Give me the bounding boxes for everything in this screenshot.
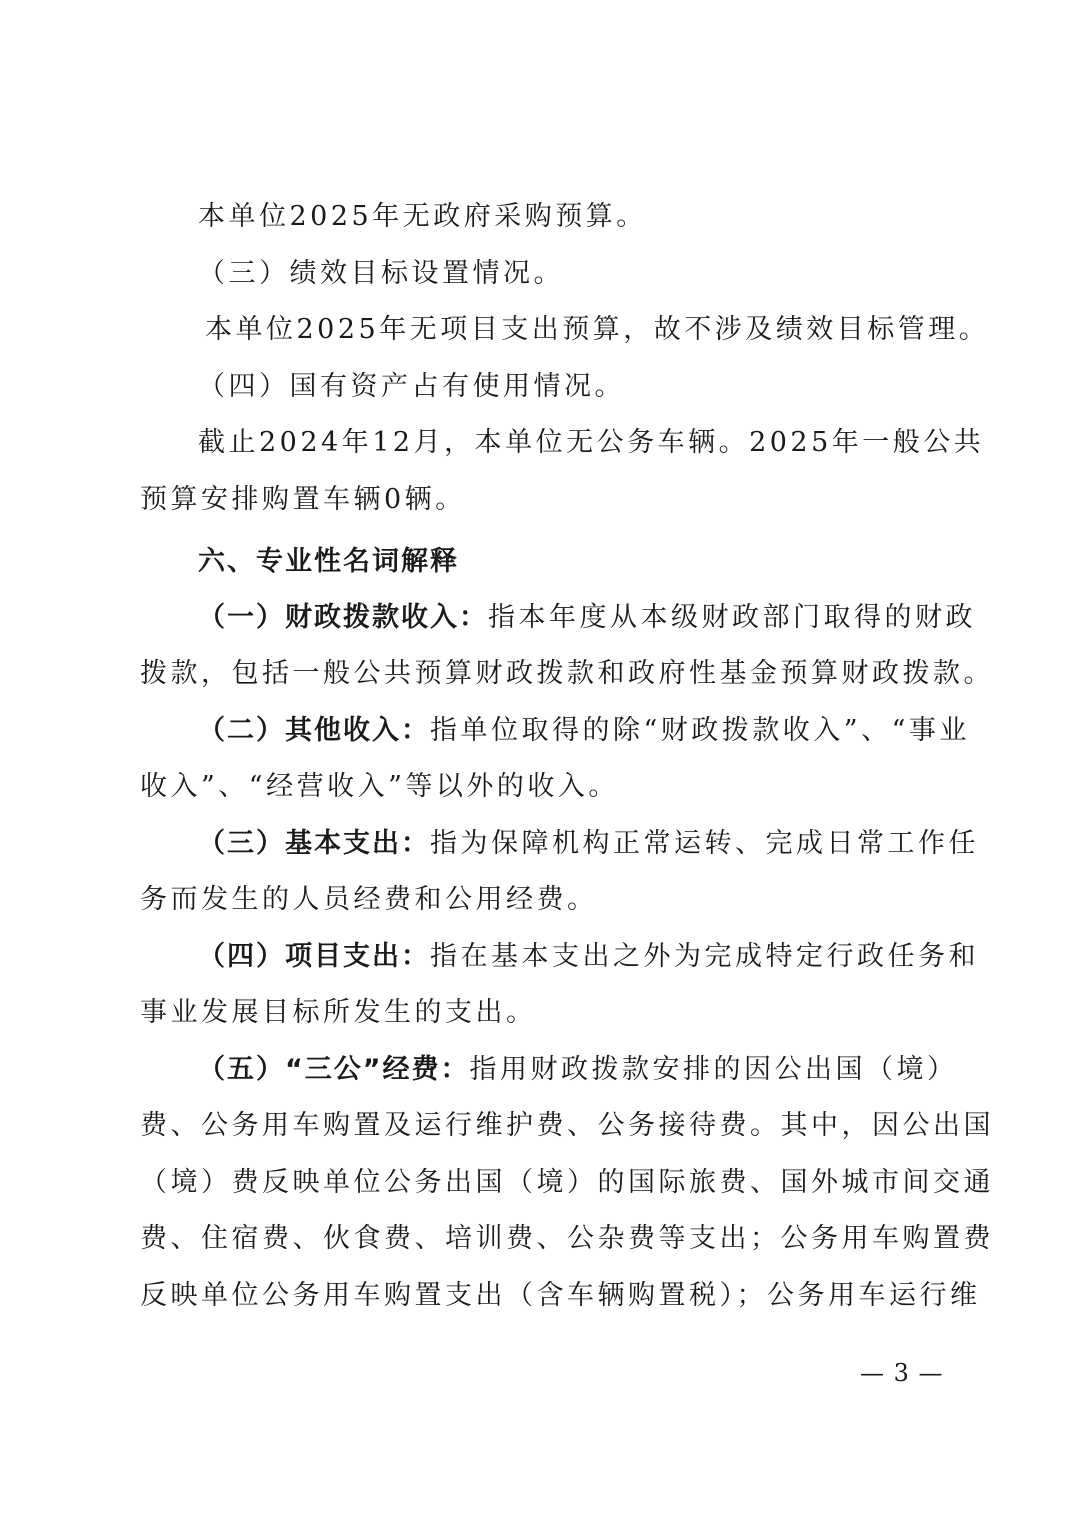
term-definition: 指在基本支出之外为完成特定行政任务和 bbox=[430, 941, 979, 972]
term-label: （三）基本支出： bbox=[198, 828, 430, 859]
term-other-income-line1 bbox=[198, 714, 970, 748]
term-label: （一）财政拨款收入： bbox=[198, 602, 488, 633]
term-three-public-line2: 费、公务用车购置及运行维护费、公务接待费。其中，因公出国 bbox=[140, 1110, 994, 1141]
term-three-public-line3: （境）费反映单位公务出国（境）的国际旅费、国外城市间交通 bbox=[140, 1167, 994, 1198]
term-definition: 指单位取得的除“财政拨款收入”、“事业 bbox=[430, 715, 970, 746]
term-label: （二）其他收入： bbox=[198, 715, 430, 746]
term-other-income-line2: 收入”、“经营收入”等以外的收入。 bbox=[140, 771, 619, 802]
term-three-public-line4: 费、住宿费、伙食费、培训费、公杂费等支出；公务用车购置费 bbox=[140, 1223, 994, 1254]
term-fiscal-appropriation-line1 bbox=[198, 601, 976, 635]
section-title-glossary: 六、专业性名词解释 bbox=[198, 546, 459, 577]
term-fiscal-appropriation-line2: 拨款，包括一般公共预算财政拨款和政府性基金预算财政拨款。 bbox=[140, 658, 994, 689]
term-project-expenditure-line1 bbox=[198, 940, 979, 974]
term-project-expenditure-line2: 事业发展目标所发生的支出。 bbox=[140, 997, 537, 1028]
term-basic-expenditure-line1 bbox=[198, 827, 979, 861]
term-three-public-line1 bbox=[198, 1053, 958, 1087]
page-number: — 3 — bbox=[860, 1359, 944, 1387]
term-definition: 指本年度从本级财政部门取得的财政 bbox=[488, 602, 976, 633]
paragraph-vehicles-line2: 预算安排购置车辆0辆。 bbox=[140, 484, 466, 515]
term-definition: 指为保障机构正常运转、完成日常工作任 bbox=[430, 828, 979, 859]
paragraph-no-project-budget: 本单位2025年无项目支出预算，故不涉及绩效目标管理。 bbox=[205, 314, 990, 345]
term-basic-expenditure-line2: 务而发生的人员经费和公用经费。 bbox=[140, 884, 598, 915]
subheading-performance-targets: （三）绩效目标设置情况。 bbox=[198, 258, 564, 289]
term-definition: 指用财政拨款安排的因公出国（境） bbox=[469, 1054, 958, 1085]
paragraph-no-procurement: 本单位2025年无政府采购预算。 bbox=[198, 201, 647, 232]
paragraph-vehicles-line1: 截止2024年12月，本单位无公务车辆。2025年一般公共 bbox=[198, 427, 985, 458]
term-three-public-line5: 反映单位公务用车购置支出（含车辆购置税）；公务用车运行维 bbox=[140, 1280, 981, 1311]
subheading-state-assets: （四）国有资产占有使用情况。 bbox=[198, 371, 625, 402]
term-label: （五）“三公”经费： bbox=[198, 1054, 470, 1085]
term-label: （四）项目支出： bbox=[198, 941, 430, 972]
